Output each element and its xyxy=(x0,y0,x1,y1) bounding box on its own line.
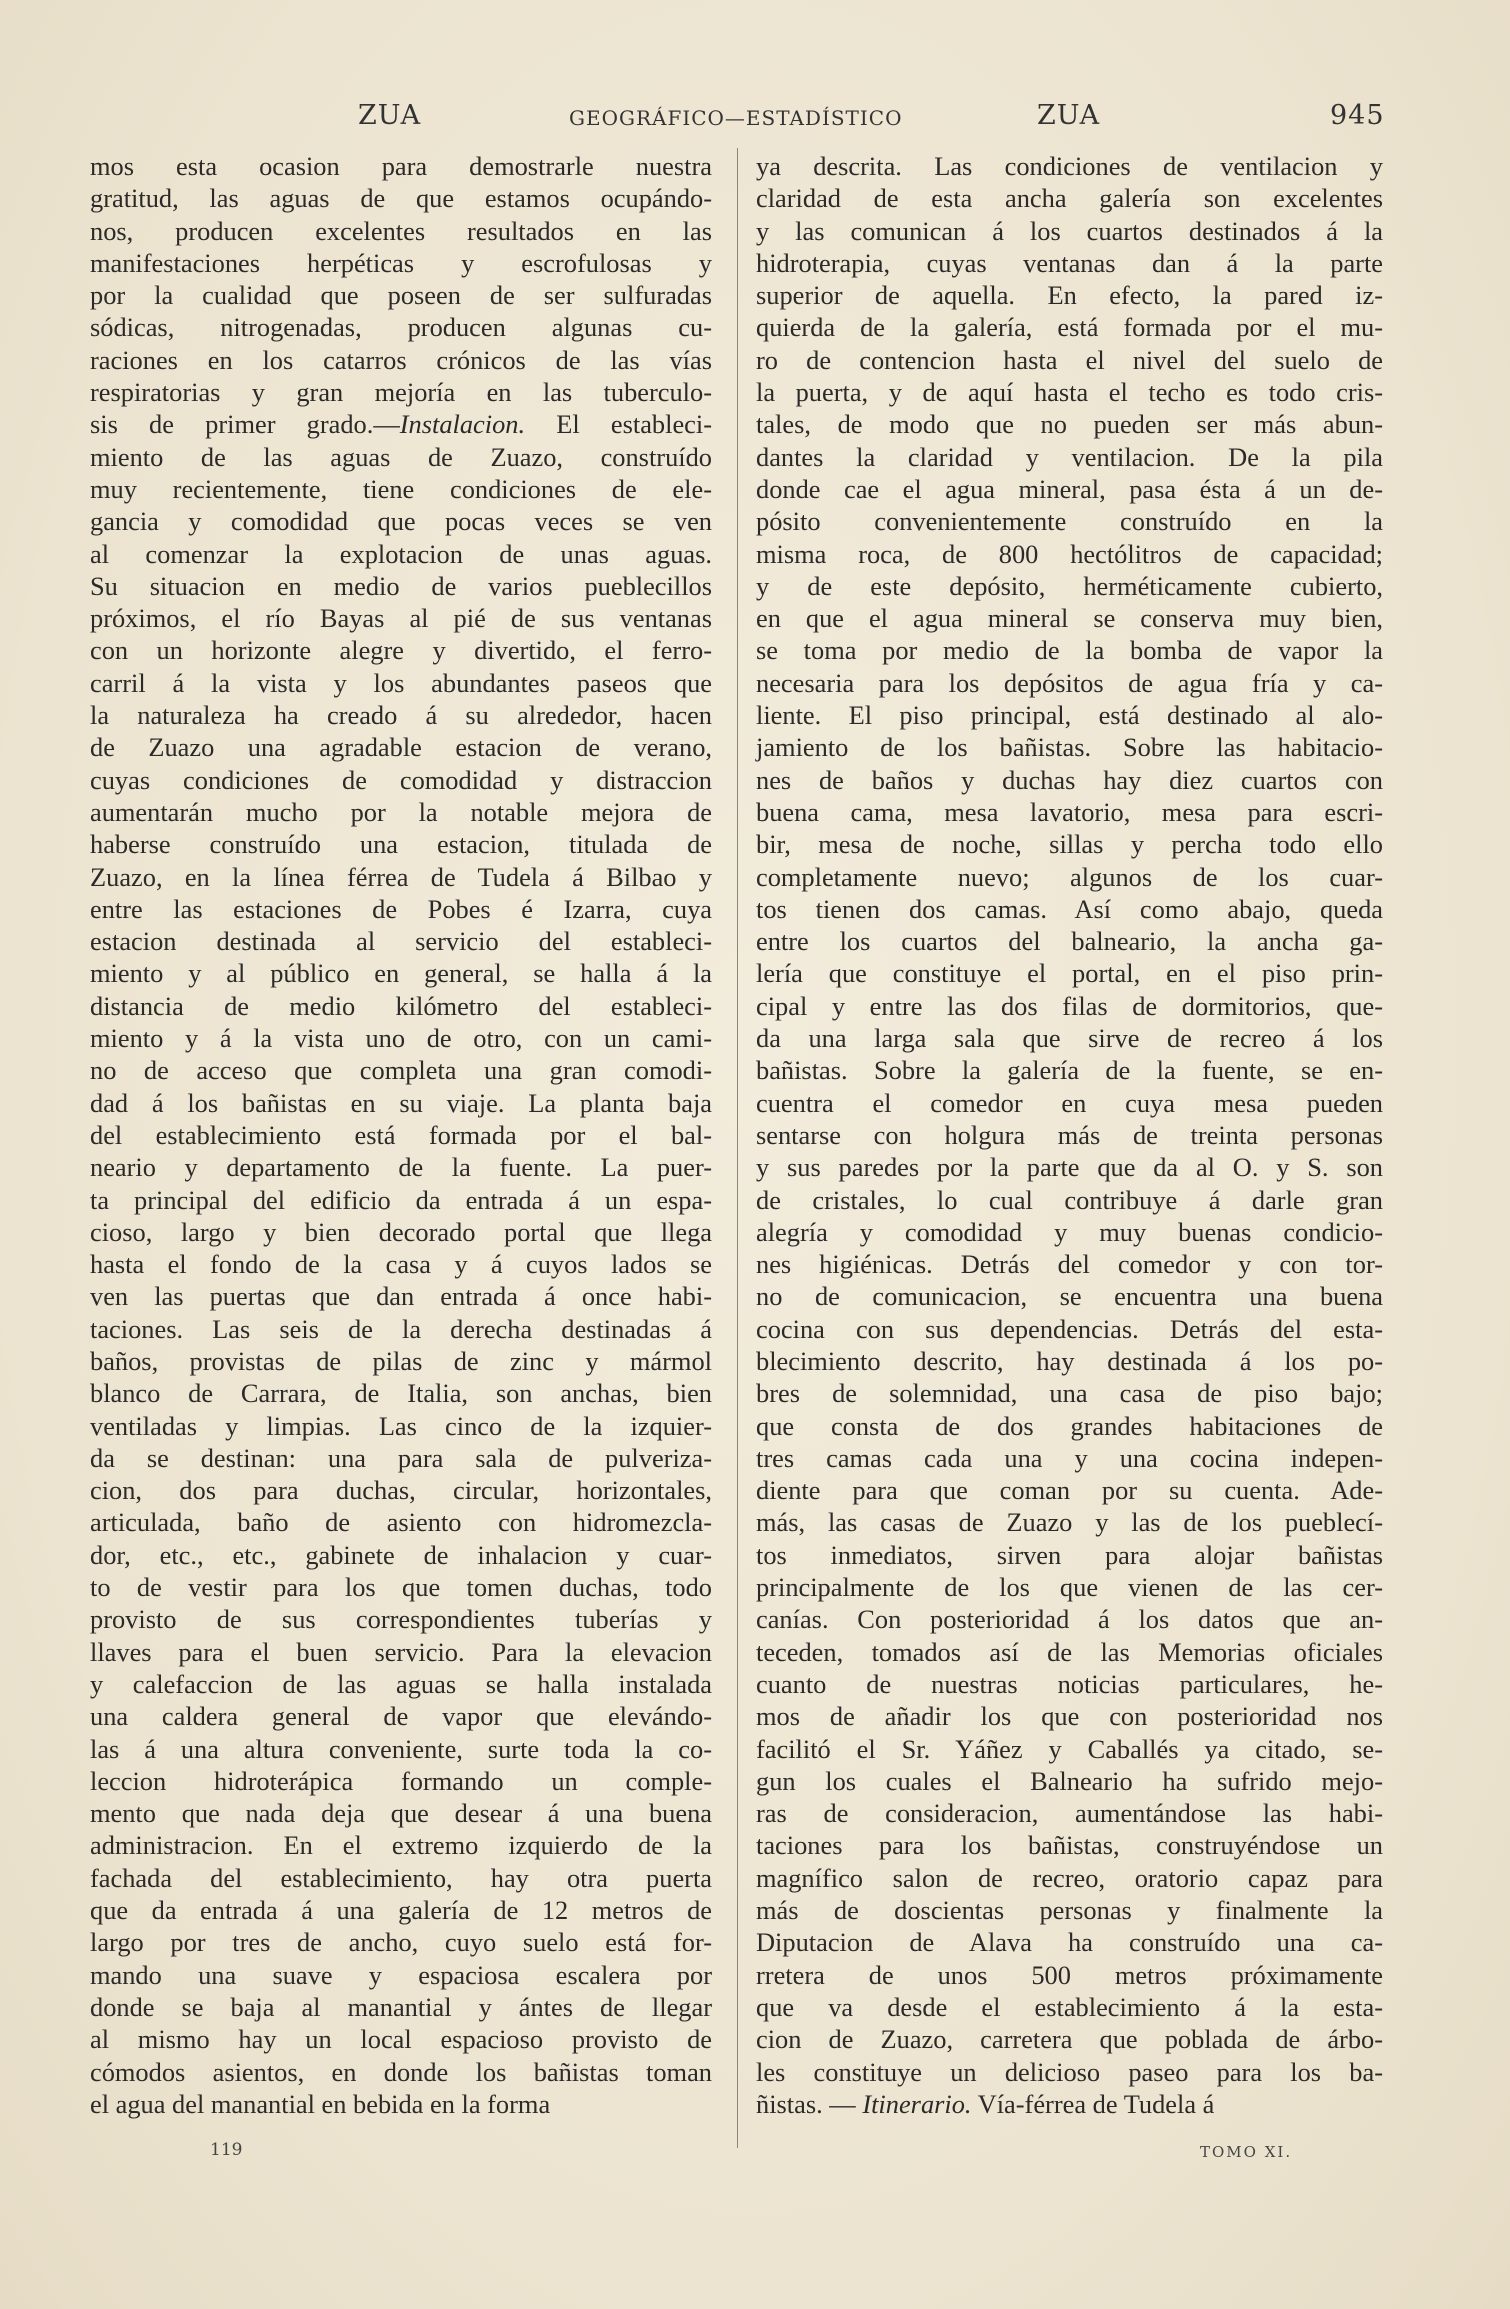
text-line: tos tienen dos camas. Así como abajo, queda xyxy=(756,893,1383,924)
text-line: provisto de sus correspondientes tuberías y xyxy=(90,1604,712,1635)
text-line: ñistas. — Itinerario. Vía-férrea de Tudela á xyxy=(756,2088,1215,2119)
text-line: cómodos asientos, en donde los bañistas toman xyxy=(90,2056,712,2087)
text-line: y sus paredes por la parte que da al O. y S. son xyxy=(756,1152,1383,1183)
text-line: taciones para los bañistas, construyéndose un xyxy=(756,1830,1383,1861)
text-line: no de acceso que completa una gran comodi- xyxy=(90,1055,712,1086)
text-line: sódicas, nitrogenadas, producen algunas cu- xyxy=(90,312,712,343)
volume-label: TOMO XI. xyxy=(1200,2143,1293,2161)
section-heading-italic: Itinerario. xyxy=(862,2088,972,2119)
text-line: tales, de modo que no pueden ser más abun- xyxy=(756,409,1383,440)
text-line: miento y á la vista uno de otro, con un cami- xyxy=(90,1023,712,1054)
text-line: administracion. En el extremo izquierdo de la xyxy=(90,1830,712,1861)
text-line: y las comunican á los cuartos destinados á la xyxy=(756,215,1383,246)
text-line: ventiladas y limpias. Las cinco de la izquier- xyxy=(90,1410,712,1441)
text-line: claridad de esta ancha galería son excelentes xyxy=(756,183,1383,214)
text-line: completamente nuevo; algunos de los cuar- xyxy=(756,861,1383,892)
text-line: mento que nada deja que desear á una buena xyxy=(90,1798,712,1829)
text-line: gratitud, las aguas de que estamos ocupándo- xyxy=(90,183,712,214)
text-line: raciones en los catarros crónicos de las vías xyxy=(90,344,712,375)
text-line: mando una suave y espaciosa escalera por xyxy=(90,1959,712,1990)
text-line: que va desde el establecimiento á la esta- xyxy=(756,1991,1383,2022)
text-line: donde se baja al manantial y ántes de llegar xyxy=(90,1991,712,2022)
text-line: facilitó el Sr. Yáñez y Caballés ya citado, se- xyxy=(756,1733,1383,1764)
text-line: hidroterapia, cuyas ventanas dan á la parte xyxy=(756,247,1383,278)
text-line: fachada del establecimiento, hay otra puerta xyxy=(90,1862,712,1893)
text-line: del establecimiento está formada por el bal- xyxy=(90,1119,712,1150)
text-line: nes de baños y duchas hay diez cuartos con xyxy=(756,764,1383,795)
text-line: ta principal del edificio da entrada á un espa- xyxy=(90,1184,712,1215)
text-line: cuanto de nuestras noticias particulares, he- xyxy=(756,1668,1383,1699)
text-line: dantes la claridad y ventilacion. De la pila xyxy=(756,441,1383,472)
text-line: sis de primer grado.—Instalacion. El estableci- xyxy=(90,409,712,440)
header-right-word: ZUA xyxy=(1037,100,1101,131)
text-line: respiratorias y gran mejoría en las tuberculo- xyxy=(90,377,712,408)
text-line: buena cama, mesa lavatorio, mesa para escri- xyxy=(756,796,1383,827)
text-line: cion de Zuazo, carretera que poblada de árbo- xyxy=(756,2024,1383,2055)
text-line: miento y al público en general, se halla á la xyxy=(90,958,712,989)
text-line: una caldera general de vapor que elevándo- xyxy=(90,1701,712,1732)
header-center-title: GEOGRÁFICO—ESTADÍSTICO xyxy=(569,106,903,130)
text-line: ya descrita. Las condiciones de ventilacion y xyxy=(756,151,1383,181)
text-line: diente para que coman por su cuenta. Ade- xyxy=(756,1475,1383,1506)
left-text-column xyxy=(90,150,712,2120)
page-number: 945 xyxy=(1330,100,1385,131)
text-line: sentarse con holgura más de treinta personas xyxy=(756,1119,1383,1150)
text-line: largo por tres de ancho, cuyo suelo está for- xyxy=(90,1927,712,1958)
text-line: con un horizonte alegre y divertido, el ferro- xyxy=(90,635,712,666)
text-line: taciones. Las seis de la derecha destinadas á xyxy=(90,1313,712,1344)
text-line: articulada, baño de asiento con hidromezcla- xyxy=(90,1507,712,1538)
text-line: cioso, largo y bien decorado portal que llega xyxy=(90,1216,712,1247)
text-line: y calefaccion de las aguas se halla instalada xyxy=(90,1668,712,1699)
text-line: leccion hidroterápica formando un comple- xyxy=(90,1765,712,1796)
right-text-column xyxy=(756,150,1383,2120)
text-line: blecimiento descrito, hay destinada á los po- xyxy=(756,1345,1383,1376)
text-line: cuentra el comedor en cuya mesa pueden xyxy=(756,1087,1383,1118)
text-line: haberse construído una estacion, titulada de xyxy=(90,829,712,860)
text-line: manifestaciones herpéticas y escrofulosas y xyxy=(90,247,712,278)
text-line: teceden, tomados así de las Memorias oficiales xyxy=(756,1636,1383,1667)
text-line: llaves para el buen servicio. Para la elevacion xyxy=(90,1636,712,1667)
text-line: liente. El piso principal, está destinado al alo- xyxy=(756,700,1383,731)
text-line: de cristales, lo cual contribuye á darle gran xyxy=(756,1184,1383,1215)
text-line: cuyas condiciones de comodidad y distraccion xyxy=(90,764,712,795)
text-line: hasta el fondo de la casa y á cuyos lados se xyxy=(90,1249,712,1280)
text-line: carril á la vista y los abundantes paseos que xyxy=(90,667,712,698)
text-line: en que el agua mineral se conserva muy bien, xyxy=(756,603,1383,634)
text-line: entre los cuartos del balneario, la ancha ga- xyxy=(756,926,1383,957)
text-line: ven las puertas que dan entrada á once habi- xyxy=(90,1281,712,1312)
printer-signature: 119 xyxy=(210,2140,243,2160)
text-line: bañistas. Sobre la galería de la fuente, se en- xyxy=(756,1055,1383,1086)
text-line: ras de consideracion, aumentándose las habi- xyxy=(756,1798,1383,1829)
text-line: próximos, el río Bayas al pié de sus ventanas xyxy=(90,603,712,634)
text-line: por la cualidad que poseen de ser sulfuradas xyxy=(90,280,712,311)
text-line: donde cae el agua mineral, pasa ésta á un de- xyxy=(756,473,1383,504)
text-line: necesaria para los depósitos de agua fría y ca- xyxy=(756,667,1383,698)
text-line: ro de contencion hasta el nivel del suelo de xyxy=(756,344,1383,375)
text-line: cion, dos para duchas, circular, horizontales, xyxy=(90,1475,712,1506)
text-line: que da entrada á una galería de 12 metros de xyxy=(90,1895,712,1926)
text-line: y de este depósito, herméticamente cubierto, xyxy=(756,570,1383,601)
text-line: dad á los bañistas en su viaje. La planta baja xyxy=(90,1087,712,1118)
text-line: jamiento de los bañistas. Sobre las habitacio- xyxy=(756,732,1383,763)
text-line: aumentarán mucho por la notable mejora de xyxy=(90,796,712,827)
text-line: más, las casas de Zuazo y las de los pueblecí- xyxy=(756,1507,1383,1538)
text-line: entre las estaciones de Pobes é Izarra, cuya xyxy=(90,893,712,924)
text-line: lería que constituye el portal, en el piso prin- xyxy=(756,958,1383,989)
text-line: distancia de medio kilómetro del estableci- xyxy=(90,990,712,1021)
text-line: dor, etc., etc., gabinete de inhalacion y cuar- xyxy=(90,1539,712,1570)
text-line: canías. Con posterioridad á los datos que an- xyxy=(756,1604,1383,1635)
text-line: gun los cuales el Balneario ha sufrido mejo- xyxy=(756,1765,1383,1796)
text-line: quierda de la galería, está formada por el mu- xyxy=(756,312,1383,343)
text-line: cocina con sus dependencias. Detrás del esta- xyxy=(756,1313,1383,1344)
text-line: las á una altura conveniente, surte toda la co- xyxy=(90,1733,712,1764)
text-line: alegría y comodidad y muy buenas condicio- xyxy=(756,1216,1383,1247)
text-line: al comenzar la explotacion de unas aguas. xyxy=(90,538,712,569)
text-line: Su situacion en medio de varios pueblecillos xyxy=(90,570,712,601)
text-line: muy recientemente, tiene condiciones de ele- xyxy=(90,473,712,504)
column-divider xyxy=(737,148,738,2148)
text-line: pósito convenientemente construído en la xyxy=(756,506,1383,537)
text-line: se toma por medio de la bomba de vapor la xyxy=(756,635,1383,666)
section-heading-italic: Instalacion. xyxy=(399,409,526,440)
text-line: superior de aquella. En efecto, la pared iz- xyxy=(756,280,1383,311)
text-line: rretera de unos 500 metros próximamente xyxy=(756,1959,1383,1990)
text-line: miento de las aguas de Zuazo, construído xyxy=(90,441,712,472)
text-line: mos esta ocasion para demostrarle nuestra xyxy=(90,151,712,181)
text-line: da una larga sala que sirve de recreo á los xyxy=(756,1023,1383,1054)
text-line: tos inmediatos, sirven para alojar bañistas xyxy=(756,1539,1383,1570)
text-line: de Zuazo una agradable estacion de verano, xyxy=(90,732,712,763)
text-line: magnífico salon de recreo, oratorio capaz para xyxy=(756,1862,1383,1893)
text-line: mos de añadir los que con posterioridad nos xyxy=(756,1701,1383,1732)
text-line: blanco de Carrara, de Italia, son anchas, bien xyxy=(90,1378,712,1409)
header-left-word: ZUA xyxy=(358,100,422,131)
text-line: misma roca, de 800 hectólitros de capacidad; xyxy=(756,538,1383,569)
text-line: to de vestir para los que tomen duchas, todo xyxy=(90,1572,712,1603)
text-line: Zuazo, en la línea férrea de Tudela á Bilbao y xyxy=(90,861,712,892)
text-line: cipal y entre las dos filas de dormitorios, que- xyxy=(756,990,1383,1021)
text-line: la puerta, y de aquí hasta el techo es todo cris- xyxy=(756,377,1383,408)
text-line: gancia y comodidad que pocas veces se ven xyxy=(90,506,712,537)
text-line: más de doscientas personas y finalmente la xyxy=(756,1895,1383,1926)
text-line: el agua del manantial en bebida en la forma xyxy=(90,2088,551,2119)
text-line: que consta de dos grandes habitaciones de xyxy=(756,1410,1383,1441)
text-line: les constituye un delicioso paseo para los ba- xyxy=(756,2056,1383,2087)
text-line: nos, producen excelentes resultados en las xyxy=(90,215,712,246)
text-line: Diputacion de Alava ha construído una ca- xyxy=(756,1927,1383,1958)
text-line: no de comunicacion, se encuentra una buena xyxy=(756,1281,1383,1312)
text-line: da se destinan: una para sala de pulveriza- xyxy=(90,1442,712,1473)
text-line: neario y departamento de la fuente. La puer- xyxy=(90,1152,712,1183)
text-line: la naturaleza ha creado á su alrededor, hacen xyxy=(90,700,712,731)
text-line: estacion destinada al servicio del estableci- xyxy=(90,926,712,957)
text-line: bres de solemnidad, una casa de piso bajo; xyxy=(756,1378,1383,1409)
text-line: principalmente de los que vienen de las cer- xyxy=(756,1572,1383,1603)
text-line: nes higiénicas. Detrás del comedor y con tor- xyxy=(756,1249,1383,1280)
text-line: bir, mesa de noche, sillas y percha todo ello xyxy=(756,829,1383,860)
text-line: tres camas cada una y una cocina indepen- xyxy=(756,1442,1383,1473)
running-header xyxy=(90,100,1395,140)
text-line: baños, provistas de pilas de zinc y mármol xyxy=(90,1345,712,1376)
text-line: al mismo hay un local espacioso provisto de xyxy=(90,2024,712,2055)
